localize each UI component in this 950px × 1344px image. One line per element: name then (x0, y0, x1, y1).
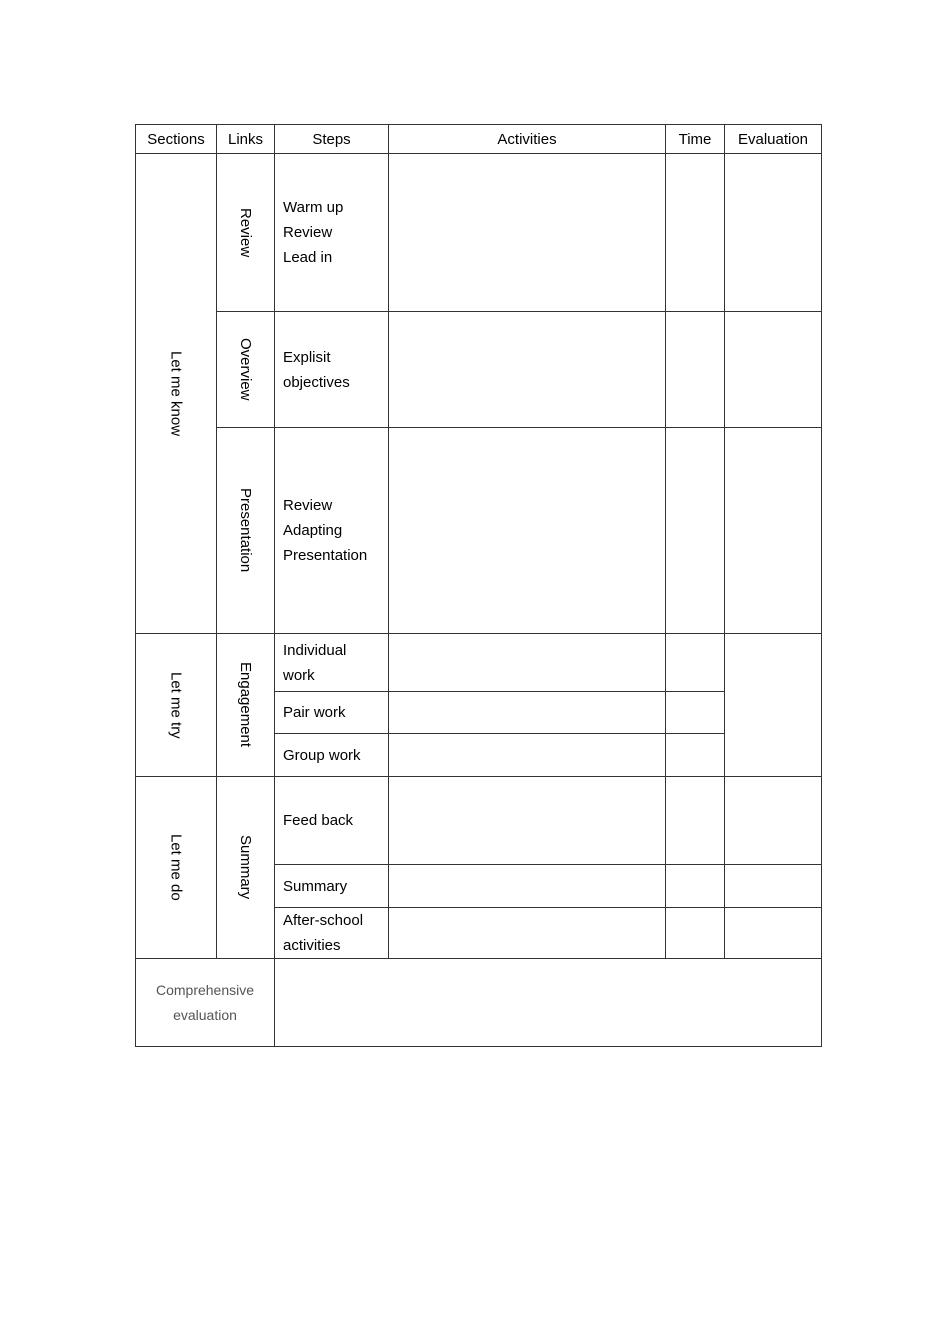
header-activities: Activities (389, 125, 666, 154)
steps-cell-pair (275, 692, 389, 734)
link-label-overview: Overview (237, 338, 254, 401)
link-label-engagement: Engagement (237, 662, 254, 748)
step-text: Feed back (283, 812, 354, 829)
section-label-do: Let me do (167, 834, 185, 901)
table-row (136, 959, 822, 1047)
step-text: Explisit (283, 348, 331, 366)
time-cell (666, 908, 725, 959)
activities-cell (389, 154, 666, 312)
steps-cell-presentation (275, 428, 389, 634)
link-label-presentation: Presentation (237, 488, 254, 573)
step-text: objectives (283, 373, 350, 391)
section-cell-do (136, 777, 217, 959)
time-cell (666, 777, 725, 865)
section-label-try: Let me try (167, 671, 185, 739)
step-text: Review (283, 224, 333, 241)
steps-cell-summary (275, 865, 389, 908)
evaluation-cell (725, 428, 822, 634)
table-row (136, 634, 822, 692)
step-text: Summary (283, 877, 348, 895)
step-text: Group work (283, 746, 361, 764)
section-cell-know (136, 154, 217, 634)
table-row (136, 428, 822, 634)
evaluation-cell (725, 908, 822, 959)
steps-cell-after-school (275, 908, 389, 959)
activities-cell (389, 734, 666, 777)
time-cell (666, 428, 725, 634)
step-text: Adapting (283, 522, 343, 539)
table-row (136, 777, 822, 865)
link-label-summary: Summary (237, 835, 254, 900)
comprehensive-content-cell (275, 959, 822, 1047)
step-text: Lead in (283, 249, 333, 266)
activities-cell (389, 692, 666, 734)
header-steps: Steps (275, 125, 389, 154)
step-text: work (283, 666, 315, 684)
comprehensive-label-cell (136, 959, 275, 1047)
header-time: Time (666, 125, 725, 154)
link-cell-engagement (217, 634, 275, 777)
evaluation-cell (725, 865, 822, 908)
evaluation-cell (725, 777, 822, 865)
comprehensive-label: Comprehensive (155, 981, 255, 998)
activities-cell (389, 312, 666, 428)
lesson-plan-table (135, 124, 822, 1047)
comprehensive-label: evaluation (173, 1006, 237, 1023)
link-cell-review (217, 154, 275, 312)
activities-cell (389, 428, 666, 634)
activities-cell (389, 634, 666, 692)
activities-cell (389, 865, 666, 908)
time-cell (666, 865, 725, 908)
section-label-know: Let me know (167, 350, 185, 437)
header-links: Links (217, 125, 275, 154)
link-cell-overview (217, 312, 275, 428)
steps-cell-feedback (275, 777, 389, 865)
step-text: Presentation (283, 547, 368, 564)
time-cell (666, 734, 725, 777)
link-label-review: Review (237, 207, 254, 258)
step-text: Pair work (283, 704, 346, 721)
table-row (136, 154, 822, 312)
evaluation-cell (725, 154, 822, 312)
step-text: activities (283, 937, 341, 954)
header-sections: Sections (136, 125, 217, 154)
activities-cell (389, 908, 666, 959)
step-text: Review (283, 497, 333, 514)
time-cell (666, 312, 725, 428)
steps-cell-review (275, 154, 389, 312)
evaluation-cell (725, 312, 822, 428)
link-cell-presentation (217, 428, 275, 634)
steps-cell-individual (275, 634, 389, 692)
table-row (136, 312, 822, 428)
link-cell-summary (217, 777, 275, 959)
time-cell (666, 154, 725, 312)
time-cell (666, 692, 725, 734)
steps-cell-group (275, 734, 389, 777)
section-cell-try (136, 634, 217, 777)
header-row (136, 125, 822, 154)
steps-cell-overview (275, 312, 389, 428)
step-text: After-school (283, 912, 364, 929)
header-evaluation: Evaluation (725, 125, 822, 154)
evaluation-cell (725, 634, 822, 777)
step-text: Individual (283, 641, 347, 659)
time-cell (666, 634, 725, 692)
step-text: Warm up (283, 199, 344, 216)
activities-cell (389, 777, 666, 865)
